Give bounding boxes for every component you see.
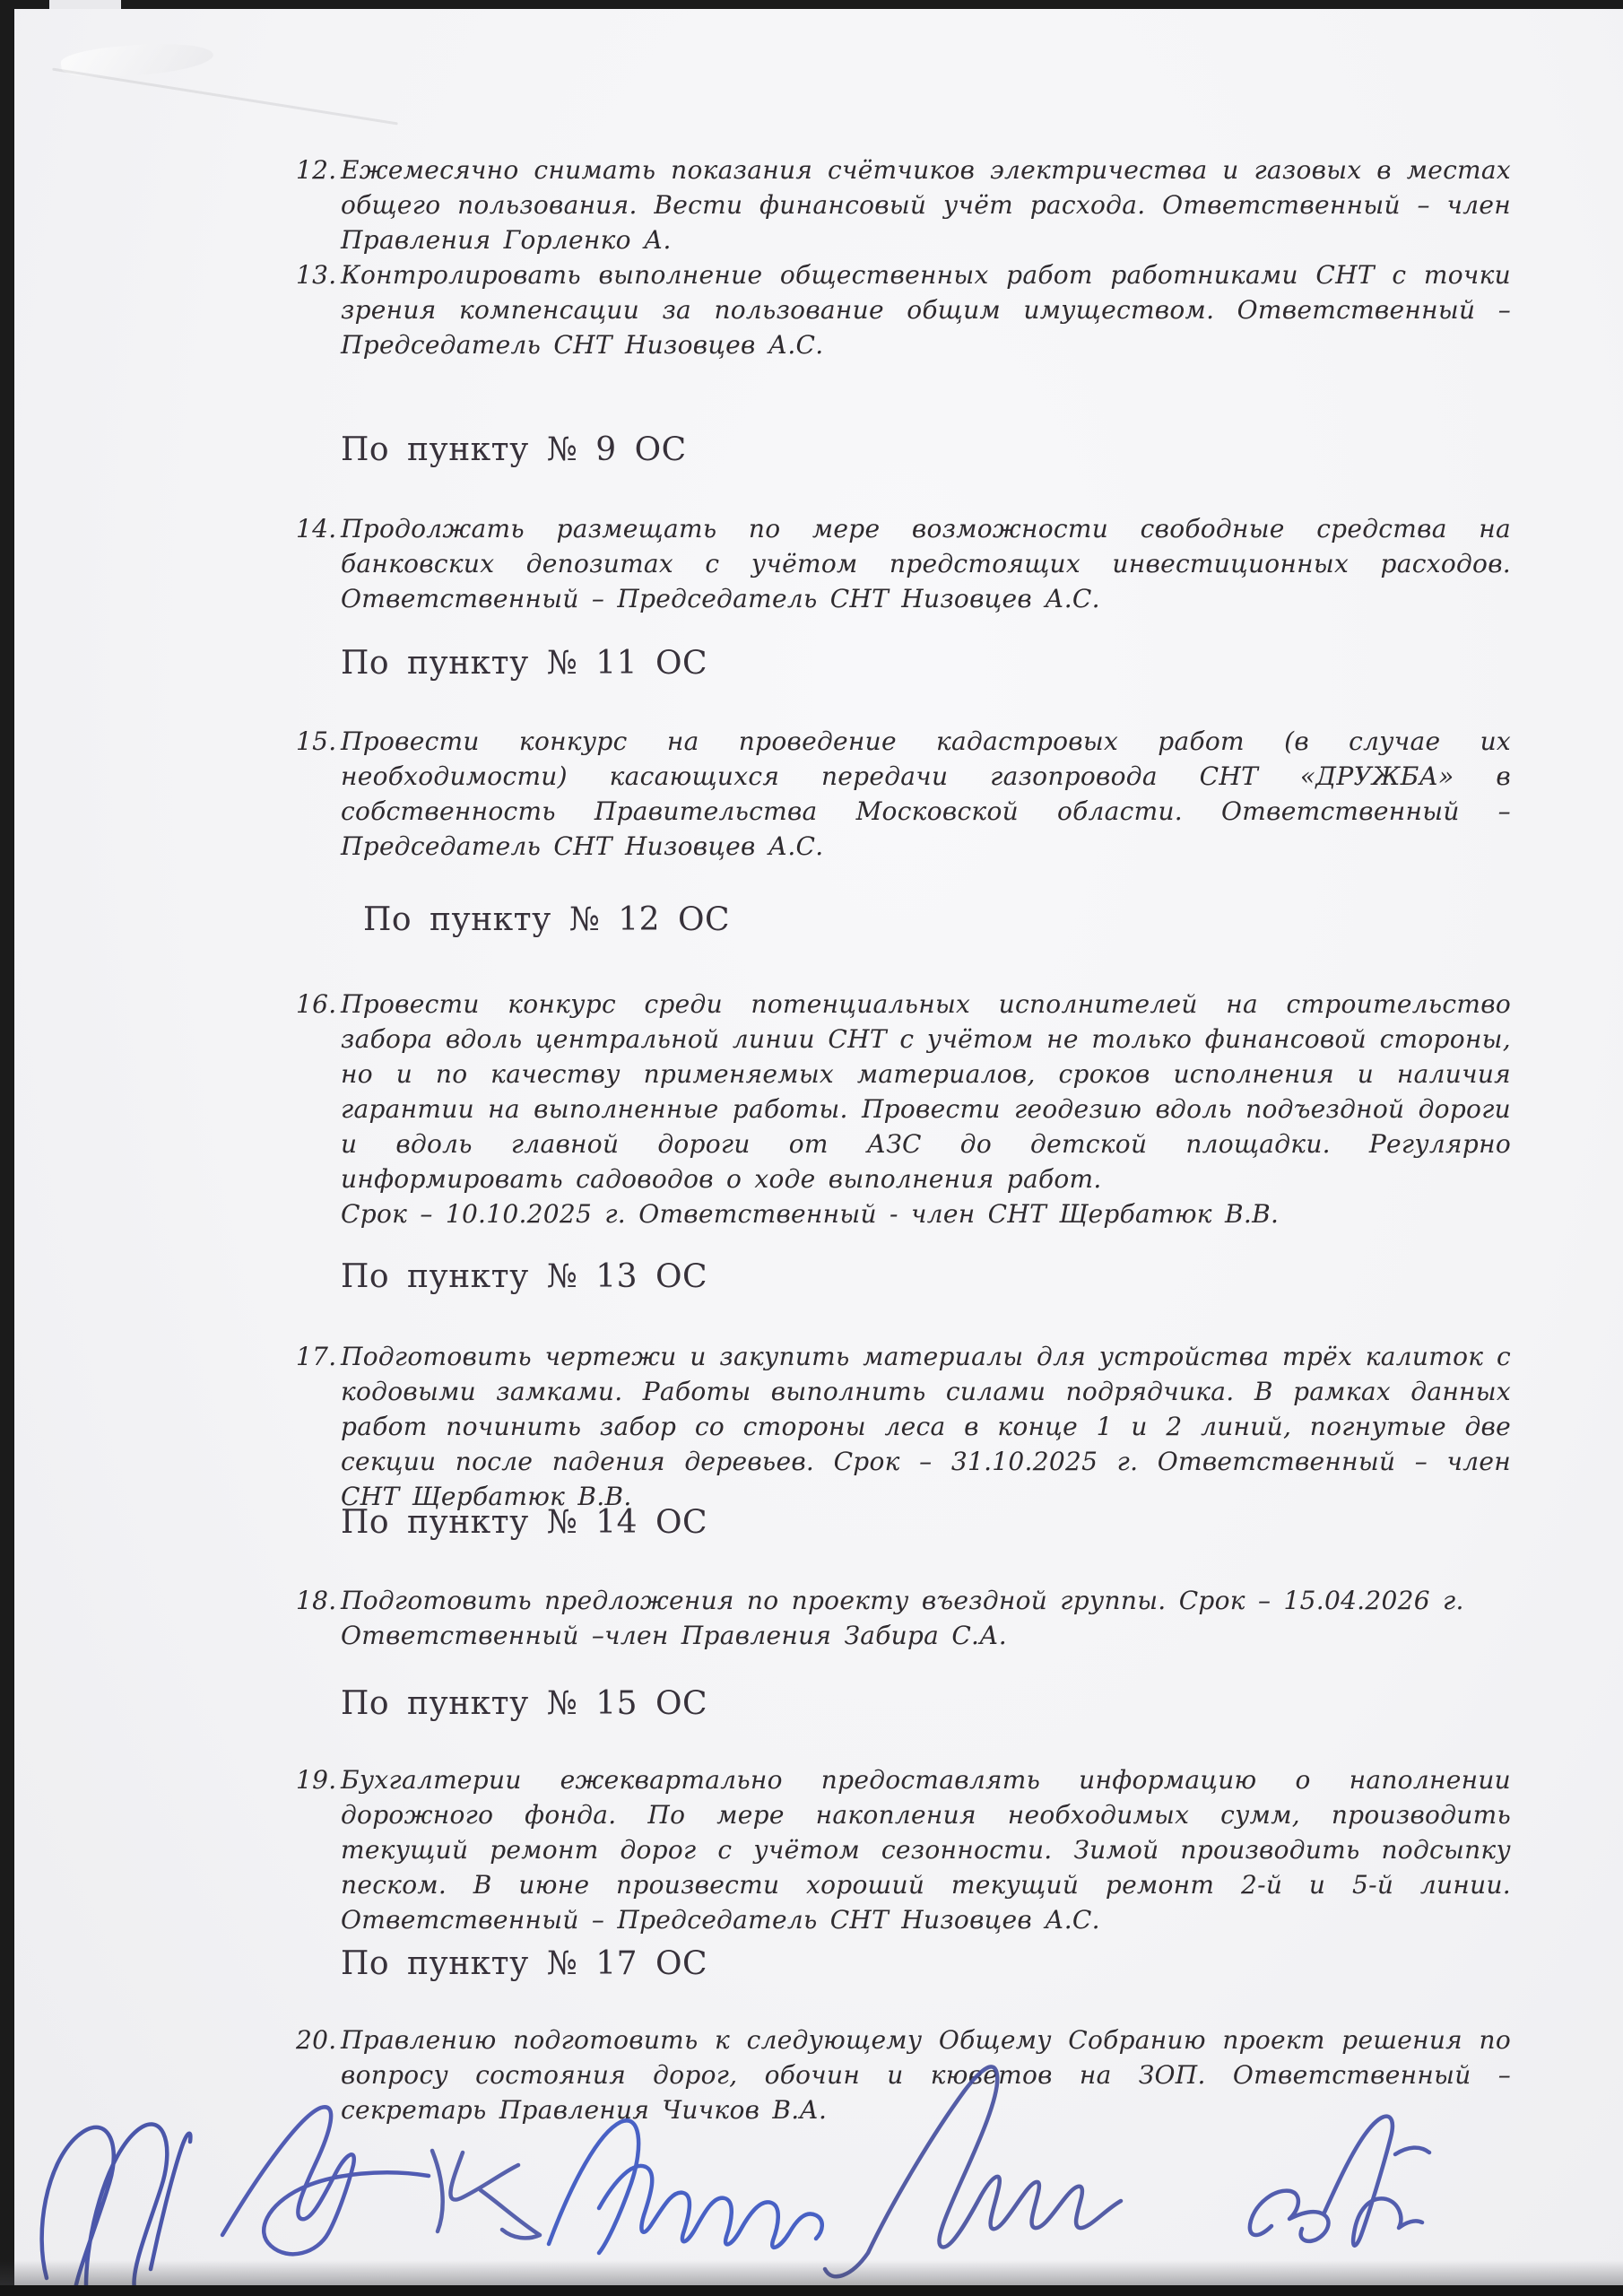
signature-3 [432,2151,540,2238]
section-heading-9: По пункту № 9 ОС [341,431,687,468]
list-item-19 [296,1762,1511,1937]
item-text: Провести конкурс среди потенциальных исполнителей на строительство забора вдоль центральной линии СНТ с учётом не только финансовой стороны, но и по качеству применяемых материалов, сроков исполнения и наличия гарантии на выполненные работы. Провести геодезию вдоль подъездной дороги и вдоль главной дороги от АЗС до детской площадки. Регулярно информировать садоводов о ходе выполнения работ. [341,989,1511,1194]
list-item-14 [296,511,1511,616]
signature-4 [549,2120,822,2253]
scan-edge-left [0,0,14,2296]
section-heading-15: По пункту № 15 ОС [341,1685,708,1722]
scan-edge-top [0,0,1623,9]
signature-6 [1250,2117,1429,2246]
item-text: Бухгалтерии ежеквартально предоставлять информацию о наполнении дорожного фонда. По мере накопления необходимых сумм, производить текущий ремонт дорог с учётом сезонности. Зимой производить подсыпку песком. В июне произвести хороший текущий ремонт 2-й и 5-й линии. Ответственный – Председатель СНТ Низовцев А.С. [341,1765,1511,1935]
item-text: Подготовить предложения по проекту въездной группы. Срок – 15.04.2026 г. [341,1586,1464,1615]
list-item-18 [296,1583,1511,1653]
item-number: 12. [296,155,337,185]
list-item-16 [296,987,1511,1231]
item-text: Провести конкурс на проведение кадастровых работ (в случае их необходимости) касающихся передачи газопровода СНТ «ДРУЖБА» в собственность Правительства Московской области. Ответственный – Председатель СНТ Низовцев А.С. [341,726,1511,861]
section-heading-13: По пункту № 13 ОС [341,1258,708,1295]
item-number: 14. [296,514,337,544]
item-responsible-text: Ответственный –член Правления Забира С.А. [341,1621,1007,1650]
item-number: 17. [296,1342,337,1371]
item-deadline-text: Срок – 10.10.2025 г. Ответственный - член СНТ Щербатюк В.В. [341,1199,1280,1229]
item-text: Правлению подготовить к следующему Общему Собранию проект решения по вопросу состояния дорог, обочин и кюветов на ЗОП. Ответственный – секретарь Правления Чичков В.А. [341,2025,1511,2125]
item-number: 20. [296,2025,337,2055]
signature-5 [825,2066,1121,2276]
item-number: 19. [296,1765,337,1795]
list-item-13 [296,257,1511,362]
section-heading-12: По пункту № 12 ОС [363,901,731,938]
item-number: 18. [296,1586,337,1615]
scan-edge-bottom-shadow [0,2260,1623,2285]
paper-crease-line [52,68,398,126]
item-text: Подготовить чертежи и закупить материалы для устройства трёх калиток с кодовыми замками. Работы выполнить силами подрядчика. В рамках данных работ починить забор со стороны леса в конце 1 и 2 линий, погнутые две секции после падения деревьев. Срок – 31.10.2025 г. Ответственный – член СНТ Щербатюк В.В. [341,1342,1511,1511]
signature-2 [222,2107,429,2254]
scan-edge-notch [49,0,121,9]
section-heading-17: По пункту № 17 ОС [341,1945,708,1982]
item-number: 15. [296,726,337,756]
section-heading-14: По пункту № 14 ОС [341,1504,708,1541]
section-heading-11: По пункту № 11 ОС [341,645,708,682]
signature-row [0,2000,1623,2296]
item-text: Продолжать размещать по мере возможности свободные средства на банковских депозитах с учётом предстоящих инвестиционных расходов. Ответственный – Председатель СНТ Низовцев А.С. [341,514,1511,613]
item-number: 16. [296,989,337,1019]
item-number: 13. [296,260,337,290]
list-item-12 [296,152,1511,257]
item-text: Контролировать выполнение общественных работ работниками СНТ с точки зрения компенсации за пользование общим имуществом. Ответственный – Председатель СНТ Низовцев А.С. [341,260,1511,360]
list-item-15 [296,724,1511,864]
scan-edge-bottom [0,2285,1623,2296]
list-item-17 [296,1339,1511,1514]
item-text: Ежемесячно снимать показания счётчиков электричества и газовых в местах общего пользования. Вести финансовый учёт расхода. Ответственный – член Правления Горленко А. [341,155,1511,255]
